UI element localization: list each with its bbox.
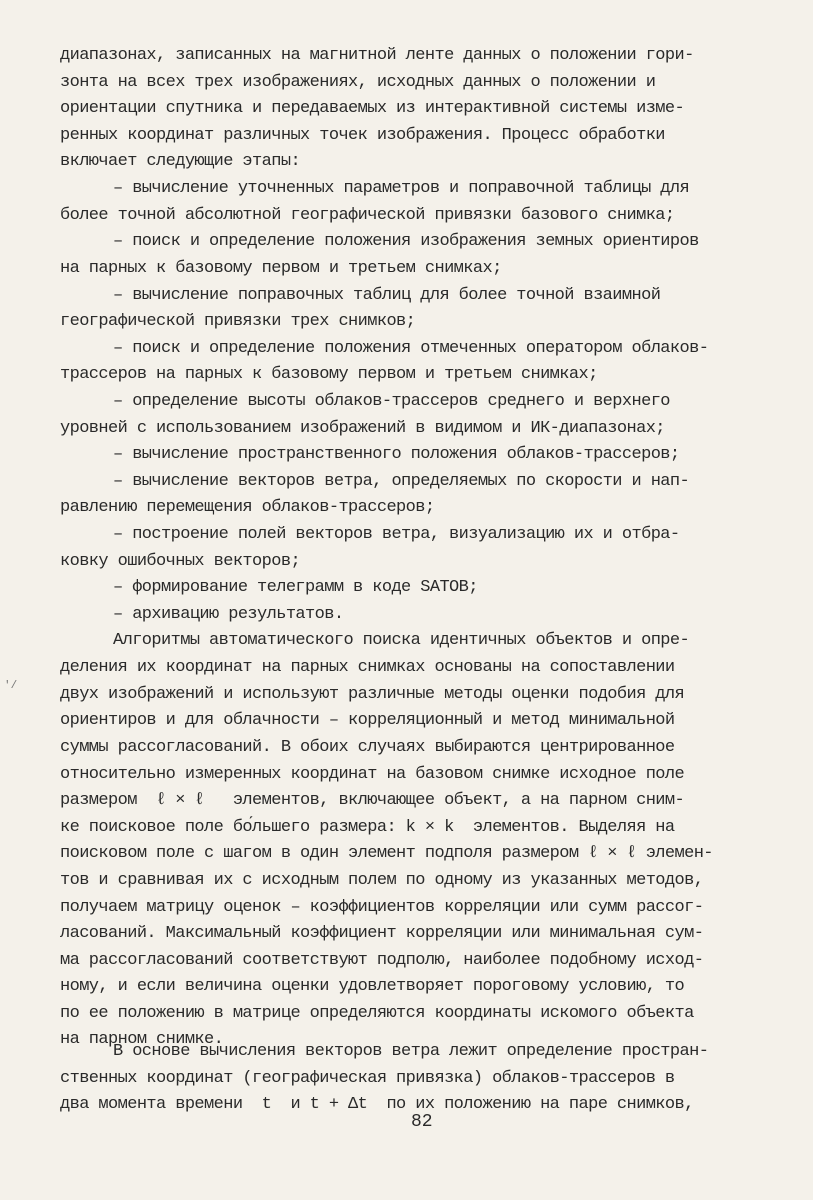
text-line: деления их координат на парных снимках основаны на сопоставлении <box>60 658 675 677</box>
text-line: ному, и если величина оценки удовлетворяет пороговому условию, то <box>60 977 685 996</box>
text-line: географической привязки трех снимков; <box>60 312 416 331</box>
text-line: – определение высоты облаков-трассеров среднего и верхнего <box>113 392 670 411</box>
text-line: – вычисление уточненных параметров и поправочной таблицы для <box>113 179 690 198</box>
text-line: – построение полей векторов ветра, визуализацию их и отбра- <box>113 525 680 544</box>
text-line: включает следующие этапы: <box>60 152 301 171</box>
text-line: трассеров на парных к базовому первом и третьем снимках; <box>60 365 598 384</box>
page-number: 82 <box>411 1112 433 1132</box>
text-line: – поиск и определение положения отмеченных оператором облаков- <box>113 339 709 358</box>
text-line: тов и сравнивая их с исходным полем по одному из указанных методов, <box>60 871 704 890</box>
text-line: – архивацию результатов. <box>113 605 344 624</box>
text-line: двух изображений и используют различные методы оценки подобия для <box>60 685 685 704</box>
stray-mark: '/ <box>4 680 18 692</box>
text-line: относительно измеренных координат на базовом снимке исходное поле <box>60 765 685 784</box>
text-line: – вычисление векторов ветра, определяемых по скорости и нап- <box>113 472 690 491</box>
text-line: ма рассогласований соответствуют подполю, наиболее подобному исход- <box>60 951 704 970</box>
text-line: два момента времени t и t + Δt по их положению на паре снимков, <box>60 1095 694 1114</box>
text-line: – формирование телеграмм в коде SATOB; <box>113 578 478 597</box>
text-line: по ее положению в матрице определяются координаты искомого объекта <box>60 1004 694 1023</box>
text-line: размером ℓ × ℓ элементов, включающее объект, а на парном сним- <box>60 791 685 810</box>
text-line: ренных координат различных точек изображения. Процесс обработки <box>60 126 665 145</box>
text-line: равлению перемещения облаков-трассеров; <box>60 498 435 517</box>
text-line: на парных к базовому первом и третьем снимках; <box>60 259 502 278</box>
text-line: ковку ошибочных векторов; <box>60 552 301 571</box>
text-line: уровней с использованием изображений в видимом и ИК-диапазонах; <box>60 419 665 438</box>
text-line: ке поисковое поле бо́льшего размера: k × k элементов. Выделяя на <box>60 818 675 837</box>
text-line: – вычисление поправочных таблиц для более точной взаимной <box>113 286 661 305</box>
text-line: на парном снимке. <box>60 1030 224 1049</box>
text-line: поисковом поле с шагом в один элемент подполя размером ℓ × ℓ элемен- <box>60 844 713 863</box>
text-line: ориентиров и для облачности – корреляционный и метод минимальной <box>60 711 675 730</box>
text-line: Алгоритмы автоматического поиска идентичных объектов и опре- <box>113 631 690 650</box>
text-line: получаем матрицу оценок – коэффициентов корреляции или сумм рассог- <box>60 898 704 917</box>
text-line: – вычисление пространственного положения облаков-трассеров; <box>113 445 680 464</box>
text-line: суммы рассогласований. В обоих случаях выбираются центрированное <box>60 738 675 757</box>
text-line: ласований. Максимальный коэффициент корреляции или минимальная сум- <box>60 924 704 943</box>
text-line: более точной абсолютной географической привязки базового снимка; <box>60 206 675 225</box>
text-line: ориентации спутника и передаваемых из интерактивной системы изме- <box>60 99 685 118</box>
text-line: В основе вычисления векторов ветра лежит определение простран- <box>113 1042 709 1061</box>
text-line: диапазонах, записанных на магнитной ленте данных о положении гори- <box>60 46 694 65</box>
text-line: – поиск и определение положения изображения земных ориентиров <box>113 232 699 251</box>
text-line: зонта на всех трех изображениях, исходных данных о положении и <box>60 73 656 92</box>
text-line: ственных координат (географическая привязка) облаков-трассеров в <box>60 1069 675 1088</box>
